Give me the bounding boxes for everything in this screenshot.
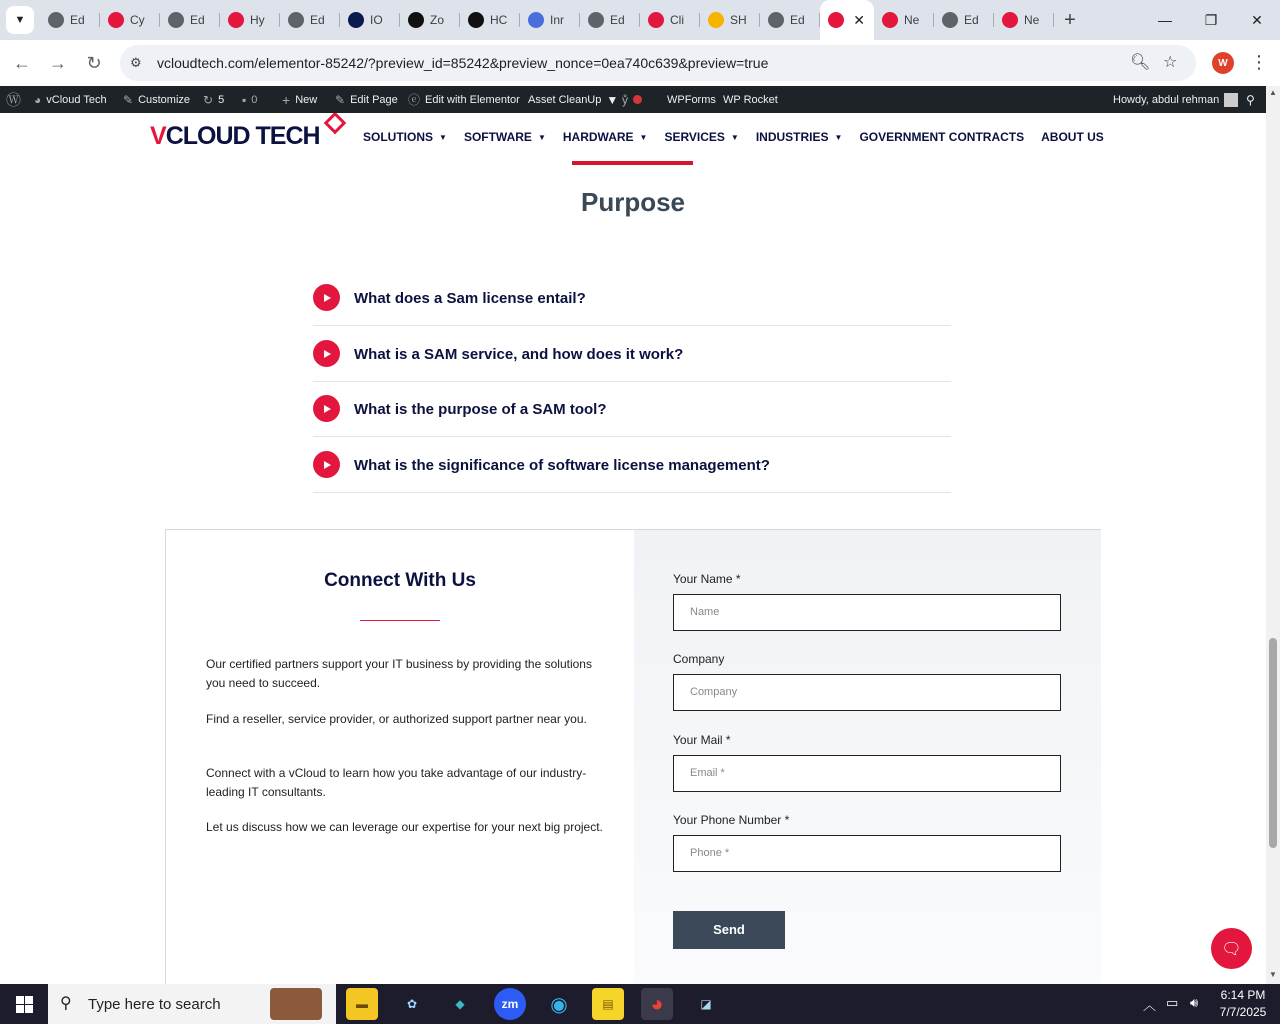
main-nav (363, 130, 1121, 144)
yoast-icon: ẙ (622, 92, 628, 107)
taskbar-search[interactable] (48, 984, 336, 1024)
browser-tab[interactable] (520, 0, 580, 40)
tab-search-button[interactable]: ▼ (6, 6, 34, 34)
company-label: Company (673, 652, 725, 666)
globe-icon (288, 12, 304, 28)
reload-button[interactable]: ↻ (86, 52, 102, 73)
phone-field[interactable]: Phone * (673, 835, 1061, 872)
user-avatar (1224, 93, 1238, 107)
page-viewport (0, 113, 1266, 984)
plus-icon: + (282, 91, 291, 108)
browser-tab[interactable] (760, 0, 820, 40)
tab-list (40, 0, 1086, 40)
contact-paragraph: Our certified partners support your IT business by providing the solutions you need to succeed. (206, 657, 592, 690)
site-logo[interactable] (150, 122, 320, 151)
nav-item-label: SERVICES (664, 130, 725, 144)
scroll-down-icon[interactable]: ▼ (1269, 970, 1277, 979)
pencil-icon: ✎ (335, 92, 346, 107)
site-info-icon[interactable]: ⚙ (130, 55, 142, 70)
wp-wpforms-link[interactable] (667, 86, 716, 113)
faq-question: What does a Sam license entail? (354, 290, 586, 307)
wp-site-link[interactable] (34, 86, 107, 113)
wp-seo-link[interactable] (622, 86, 642, 113)
wp-customize-link[interactable] (123, 86, 190, 113)
wp-comments-link[interactable] (242, 86, 257, 113)
wp-edit-page-link[interactable] (335, 86, 398, 113)
wp-asset-cleanup-link[interactable] (528, 86, 618, 113)
network-icon[interactable]: ▭ (1166, 995, 1179, 1010)
tab-title: Ed (610, 13, 625, 27)
tab-title: Cy (130, 13, 145, 27)
tab-title: Ed (70, 13, 85, 27)
chat-widget-button[interactable] (1211, 928, 1252, 969)
nav-item-label: SOLUTIONS (363, 130, 434, 144)
nav-item-label: HARDWARE (562, 130, 634, 144)
n-icon (348, 12, 364, 28)
browser-tab[interactable] (820, 0, 874, 40)
inr-icon (528, 12, 544, 28)
browser-tab[interactable] (640, 0, 700, 40)
openai-icon (468, 12, 484, 28)
wp-wpforms-label: WPForms (667, 93, 716, 106)
name-field[interactable]: Name (673, 594, 1061, 631)
globe-icon (768, 12, 784, 28)
wp-logo-icon[interactable]: Ⓦ (6, 92, 22, 109)
logo-text: CLOUD TECH (165, 122, 320, 150)
play-icon (313, 451, 340, 478)
tab-title: Ed (964, 13, 979, 27)
search-icon: ⚲ (60, 995, 72, 1012)
nav-item-about-us[interactable] (1041, 130, 1104, 144)
tab-title: IO (370, 13, 383, 27)
tab-strip (0, 0, 1280, 40)
elementor-icon: ⓔ (408, 93, 421, 107)
updates-icon: ↻ (203, 92, 214, 107)
tab-title: Inr (550, 13, 565, 27)
nav-active-underline (572, 161, 693, 165)
nav-item-label: GOVERNMENT CONTRACTS (859, 130, 1025, 144)
phone-label: Your Phone Number * (673, 813, 790, 827)
browser-tab[interactable] (700, 0, 760, 40)
tab-title: Ne (904, 13, 920, 27)
nav-item-hardware[interactable] (563, 130, 648, 144)
url-text[interactable]: vcloudtech.com/elementor-85242/?preview_id=85242&preview_nonce=0ea740c639&preview=true (157, 55, 769, 71)
chrome-icon (708, 12, 724, 28)
tray-chevron-icon[interactable]: ︿ (1143, 998, 1157, 1013)
clock-date: 7/7/2025 (1219, 1005, 1267, 1019)
system-clock[interactable] (1216, 987, 1270, 1021)
wp-new-link[interactable] (282, 86, 317, 113)
browser-tab[interactable] (460, 0, 520, 40)
start-button[interactable] (0, 984, 48, 1024)
wp-comments-count: 0 (251, 93, 258, 106)
email-label: Your Mail * (673, 733, 731, 747)
page-scrollbar[interactable] (1266, 86, 1280, 984)
chevron-down-icon: ▼ (730, 132, 739, 142)
wp-elementor-link[interactable] (408, 86, 520, 113)
faq-question: What is a SAM service, and how does it work? (354, 346, 684, 363)
minimize-button[interactable]: — (1158, 12, 1172, 28)
forward-button[interactable]: → (49, 52, 67, 73)
edge-icon[interactable]: ◉ (550, 993, 568, 1016)
nav-item-software[interactable] (464, 130, 546, 144)
wp-admin-bar (0, 86, 1266, 113)
browser-tab[interactable] (994, 0, 1054, 40)
browser-tab[interactable] (340, 0, 400, 40)
faq-item[interactable] (313, 437, 951, 493)
tab-title: Cli (670, 13, 684, 27)
site-header (0, 113, 1266, 161)
chevron-down-icon: ▼ (439, 132, 447, 142)
logo-v: V (150, 122, 166, 150)
browser-menu-icon[interactable]: ⋮ (1250, 52, 1268, 72)
tab-title: SH (730, 13, 747, 27)
search-highlight-image (270, 988, 322, 1020)
scrollbar-thumb[interactable] (1269, 638, 1277, 848)
nav-item-industries[interactable] (756, 130, 843, 144)
z-icon (408, 12, 424, 28)
contact-section (165, 529, 1101, 984)
new-tab-button[interactable]: + (1064, 8, 1076, 31)
app-diamond-icon[interactable]: ◆ (455, 997, 465, 1011)
email-field[interactable]: Email * (673, 755, 1061, 792)
scroll-up-icon[interactable]: ▲ (1269, 88, 1277, 97)
globe-icon (942, 12, 958, 28)
nav-item-label: ABOUT US (1041, 130, 1104, 144)
vcloud-icon (108, 12, 124, 28)
tab-title: Hy (250, 13, 265, 27)
wp-howdy-label: Howdy, abdul rehman (1113, 93, 1220, 106)
wp-updates-link[interactable] (203, 86, 224, 113)
tab-title: Ed (190, 13, 205, 27)
send-button[interactable]: Send (673, 911, 785, 949)
filter-icon: ▼ (606, 92, 619, 107)
wp-asset-cleanup-label: Asset CleanUp (528, 93, 602, 106)
tab-title: Ed (790, 13, 805, 27)
nav-item-government-contracts[interactable] (859, 130, 1024, 144)
browser-toolbar (0, 40, 1280, 86)
contact-title-divider (360, 620, 440, 621)
browser-tab[interactable] (400, 0, 460, 40)
clock-time: 6:14 PM (1220, 988, 1266, 1002)
browser-tab[interactable] (40, 0, 100, 40)
wp-edit-page-label: Edit Page (350, 93, 398, 106)
wp-search-icon[interactable]: ⚲ (1246, 92, 1255, 107)
wp-new-label: New (295, 93, 318, 106)
close-tab-icon[interactable]: ✕ (853, 12, 865, 28)
windows-taskbar (0, 984, 1280, 1024)
tab-title: Ed (310, 13, 325, 27)
wp-site-label: vCloud Tech (46, 93, 107, 106)
vcloud-icon (882, 12, 898, 28)
browser-tab[interactable] (220, 0, 280, 40)
back-button[interactable]: ← (13, 52, 31, 73)
browser-tab[interactable] (160, 0, 220, 40)
browser-tab[interactable] (580, 0, 640, 40)
browser-tab[interactable] (280, 0, 340, 40)
contact-paragraph: Find a reseller, service provider, or authorized support partner near you. (206, 712, 587, 726)
play-icon (313, 395, 340, 422)
tab-title: HC (490, 13, 508, 27)
zoom-icon[interactable]: 🔍︎ (1130, 54, 1151, 71)
globe-icon (168, 12, 184, 28)
address-bar[interactable] (120, 45, 1196, 81)
wp-customize-label: Customize (138, 93, 191, 106)
sticky-notes-icon[interactable]: ▤ (592, 988, 624, 1020)
nav-item-services[interactable] (664, 130, 738, 144)
close-window-button[interactable]: ✕ (1251, 11, 1263, 28)
contact-paragraph: Let us discuss how we can leverage our expertise for your next big project. (206, 820, 603, 834)
vcloud-icon (1002, 12, 1018, 28)
page-heading: Purpose (580, 187, 686, 217)
taskbar-search-placeholder: Type here to search (88, 996, 221, 1013)
faq-question: What is the significance of software license management? (354, 457, 770, 474)
volume-icon[interactable]: 🔊︎ (1190, 995, 1199, 1010)
clickup-icon (648, 12, 664, 28)
wp-updates-count: 5 (218, 93, 225, 106)
chevron-down-icon: ▼ (834, 132, 843, 142)
profile-avatar[interactable]: W (1212, 52, 1234, 74)
play-icon (313, 284, 340, 311)
snipping-tool-icon[interactable]: ◪ (700, 997, 712, 1011)
wp-rocket-label: WP Rocket (723, 93, 778, 106)
zoom-app-icon[interactable]: zm (494, 988, 526, 1020)
chrome-taskbar-icon[interactable]: ◕ (641, 988, 673, 1020)
browser-tab[interactable] (934, 0, 994, 40)
faq-item[interactable] (313, 381, 951, 437)
brush-icon: ✎ (123, 92, 134, 107)
restore-button[interactable]: ❐ (1204, 11, 1218, 28)
faq-question: What is the purpose of a SAM tool? (354, 401, 607, 418)
tab-title: Zo (430, 13, 445, 27)
seo-status-dot (633, 95, 642, 104)
wp-rocket-link[interactable] (723, 86, 778, 113)
browser-tab[interactable] (100, 0, 160, 40)
contact-title: Connect With Us (324, 570, 476, 591)
faq-item[interactable] (313, 326, 951, 382)
bookmark-star-icon[interactable]: ☆ (1163, 54, 1178, 71)
name-label: Your Name * (673, 572, 741, 586)
chat-icon: 🗨︎ (1221, 940, 1242, 958)
tab-title: Ne (1024, 13, 1040, 27)
globe-icon (588, 12, 604, 28)
contact-paragraph: Connect with a vCloud to learn how you take advantage of our industry-leading IT consultants. (206, 766, 587, 799)
vcloud-icon (828, 12, 844, 28)
file-explorer-icon[interactable]: ▬ (346, 988, 378, 1020)
wp-elementor-label: Edit with Elementor (425, 93, 520, 106)
vcloud-icon (228, 12, 244, 28)
browser-tab[interactable] (874, 0, 934, 40)
globe-icon (48, 12, 64, 28)
nav-item-label: SOFTWARE (463, 130, 532, 144)
company-field[interactable]: Company (673, 674, 1061, 711)
faq-item[interactable] (313, 270, 951, 326)
windows-logo-icon (16, 996, 33, 1013)
chevron-down-icon: ▼ (639, 132, 648, 142)
nav-item-label: INDUSTRIES (755, 130, 829, 144)
dashboard-icon: ◕ (34, 92, 42, 107)
nav-item-solutions[interactable] (363, 130, 447, 144)
comment-icon: ▪ (242, 92, 247, 107)
paint-icon[interactable]: ✿ (406, 997, 418, 1011)
play-icon (313, 340, 340, 367)
logo-diamond-icon (324, 113, 347, 134)
chevron-down-icon: ▼ (537, 132, 546, 142)
wp-account-link[interactable] (1113, 86, 1238, 113)
